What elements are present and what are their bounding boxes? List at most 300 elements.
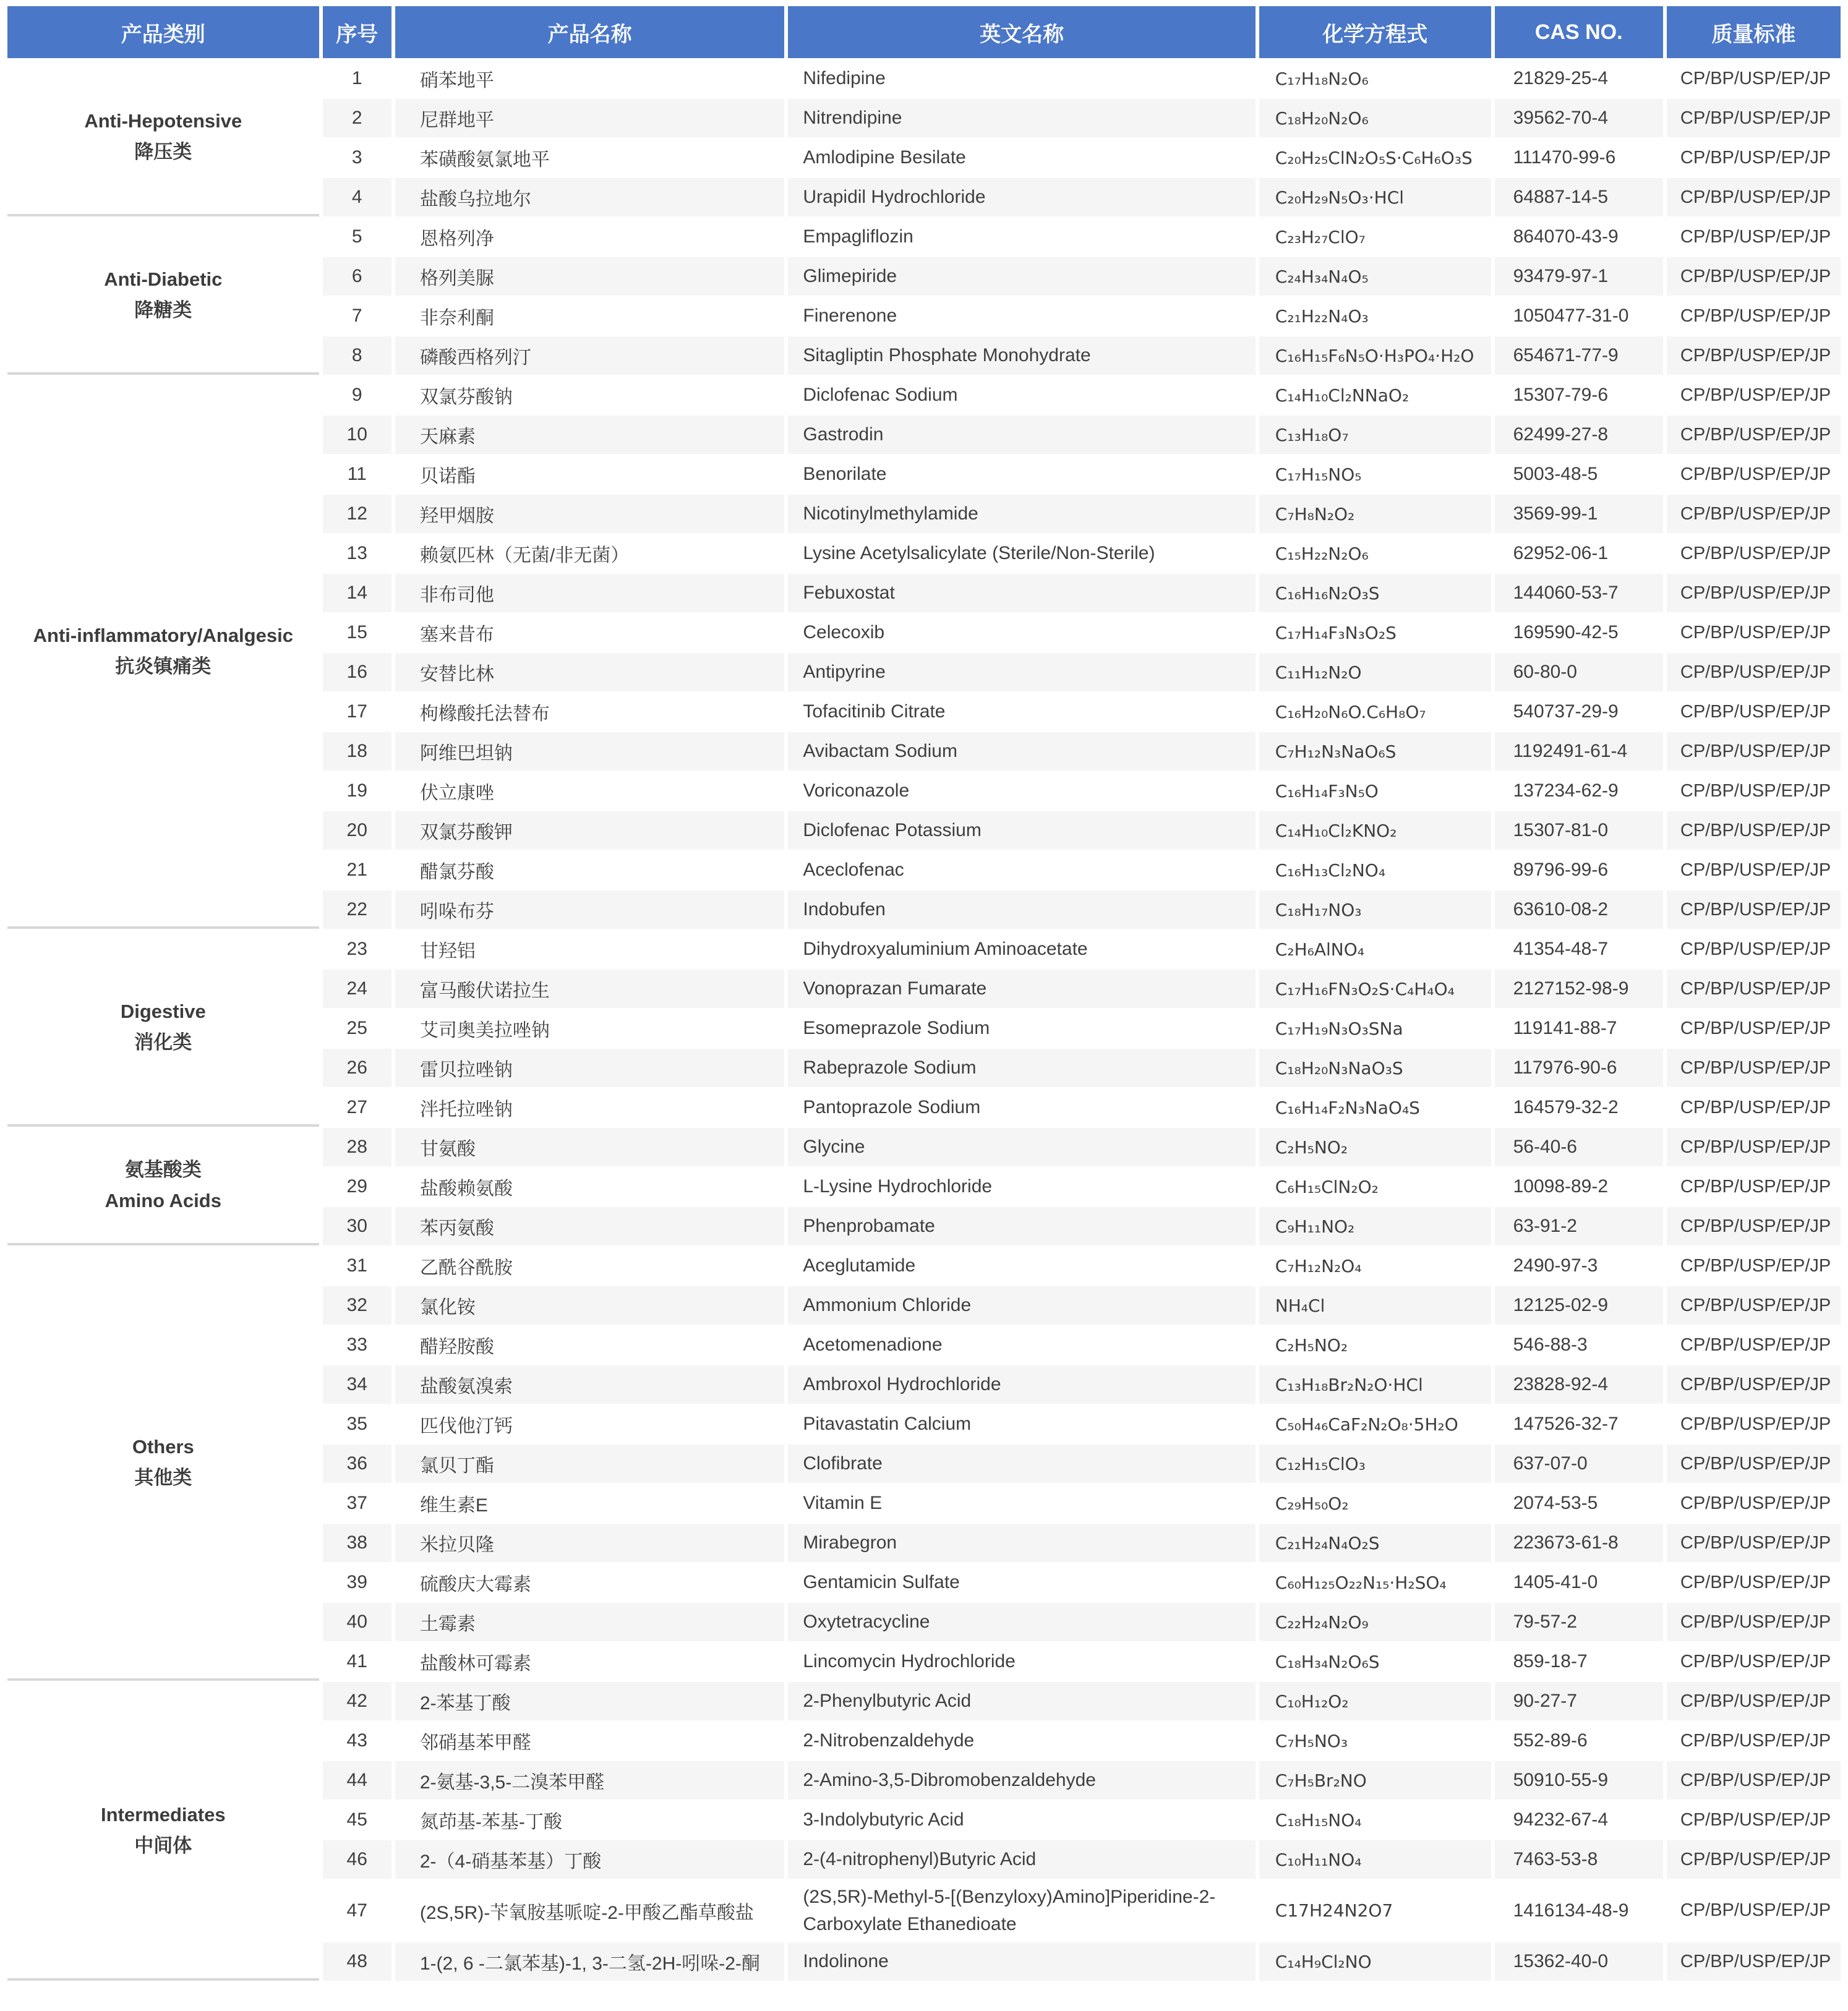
cell-formula: C₇H₈N₂O₂	[1259, 495, 1491, 533]
cell-standard: CP/BP/USP/EP/JP	[1667, 1088, 1841, 1127]
cell-name-en: Sitagliptin Phosphate Monohydrate	[788, 336, 1255, 375]
cell-standard: CP/BP/USP/EP/JP	[1667, 1405, 1841, 1443]
cell-cas: 144060-53-7	[1495, 574, 1663, 612]
cell-name-en: Benorilate	[788, 455, 1255, 493]
cell-name-en: 2-Nitrobenzaldehyde	[788, 1722, 1255, 1760]
cell-name-cn: 贝诺酯	[395, 455, 785, 493]
cell-standard: CP/BP/USP/EP/JP	[1667, 336, 1841, 375]
cell-formula: C₁₆H₁₅F₆N₅O·H₃PO₄·H₂O	[1259, 336, 1491, 375]
cell-standard: CP/BP/USP/EP/JP	[1667, 693, 1841, 731]
cell-index: 10	[323, 416, 391, 454]
cell-name-en: Aceglutamide	[788, 1247, 1255, 1285]
cell-formula: C₂₁H₂₄N₄O₂S	[1259, 1524, 1491, 1562]
cell-formula: C₂H₅NO₂	[1259, 1128, 1491, 1166]
cell-standard: CP/BP/USP/EP/JP	[1667, 218, 1841, 256]
cell-index: 25	[323, 1009, 391, 1048]
cell-cas: 223673-61-8	[1495, 1524, 1663, 1562]
cell-formula: C₁₇H₁₆FN₃O₂S·C₄H₄O₄	[1259, 970, 1491, 1008]
cell-formula: C₁₈H₂₀N₂O₆	[1259, 99, 1491, 137]
product-table-header	[7, 6, 1841, 58]
cell-standard: CP/BP/USP/EP/JP	[1667, 99, 1841, 137]
cell-standard: CP/BP/USP/EP/JP	[1667, 297, 1841, 335]
cell-cas: 79-57-2	[1495, 1603, 1663, 1641]
cell-name-cn: 邻硝基苯甲醛	[395, 1722, 785, 1760]
cell-cas: 21829-25-4	[1495, 59, 1663, 98]
cell-name-cn: 硫酸庆大霉素	[395, 1563, 785, 1602]
cell-formula: C₁₈H₁₇NO₃	[1259, 890, 1491, 929]
cell-index: 33	[323, 1326, 391, 1364]
cell-formula: C₂₃H₂₇ClO₇	[1259, 218, 1491, 256]
cell-index: 17	[323, 693, 391, 731]
cell-cas: 546-88-3	[1495, 1326, 1663, 1364]
cell-name-cn: 2-氨基-3,5-二溴苯甲醛	[395, 1761, 785, 1800]
cell-index: 3	[323, 139, 391, 177]
cell-cas: 62499-27-8	[1495, 416, 1663, 454]
cell-formula: C₆H₁₅ClN₂O₂	[1259, 1168, 1491, 1206]
cell-name-cn: 硝苯地平	[395, 59, 785, 98]
cell-index: 32	[323, 1286, 391, 1325]
cell-cas: 39562-70-4	[1495, 99, 1663, 137]
cell-cas: 41354-48-7	[1495, 930, 1663, 968]
cell-standard: CP/BP/USP/EP/JP	[1667, 732, 1841, 771]
cell-name-en: Diclofenac Sodium	[788, 376, 1255, 414]
cell-index: 5	[323, 218, 391, 256]
cell-index: 8	[323, 336, 391, 375]
category-line1: 氨基酸类	[124, 1159, 202, 1181]
cell-standard: CP/BP/USP/EP/JP	[1667, 1009, 1841, 1048]
cell-formula: C₇H₅NO₃	[1259, 1722, 1491, 1760]
cell-index: 4	[323, 178, 391, 216]
cell-name-cn: 2-（4-硝基苯基）丁酸	[395, 1840, 785, 1879]
cell-name-cn: 匹伐他汀钙	[395, 1405, 785, 1443]
cell-cas: 169590-42-5	[1495, 613, 1663, 652]
cell-formula: NH₄Cl	[1259, 1286, 1491, 1325]
cell-name-en: Clofibrate	[788, 1445, 1255, 1483]
cell-formula: C₁₆H₁₃Cl₂NO₄	[1259, 851, 1491, 889]
cell-cas: 552-89-6	[1495, 1722, 1663, 1760]
header-name-en: 英文名称	[788, 6, 1255, 58]
cell-name-en: Pitavastatin Calcium	[788, 1405, 1255, 1443]
cell-standard: CP/BP/USP/EP/JP	[1667, 890, 1841, 929]
cell-index: 18	[323, 732, 391, 771]
cell-cas: 10098-89-2	[1495, 1168, 1663, 1206]
category-cell	[7, 930, 319, 1127]
cell-index: 47	[323, 1880, 391, 1941]
cell-index: 46	[323, 1840, 391, 1879]
category-cell	[7, 376, 319, 929]
category-line1: Anti-Hepotensive	[84, 110, 242, 132]
cell-name-en: Ambroxol Hydrochloride	[788, 1365, 1255, 1404]
table-row	[7, 59, 1841, 98]
cell-name-en: 2-Amino-3,5-Dibromobenzaldehyde	[788, 1761, 1255, 1800]
category-cell	[7, 59, 319, 216]
cell-standard: CP/BP/USP/EP/JP	[1667, 574, 1841, 612]
cell-name-cn: 乙酰谷酰胺	[395, 1247, 785, 1285]
header-name-cn: 产品名称	[395, 6, 785, 58]
category-line1: Intermediates	[101, 1803, 226, 1825]
cell-cas: 117976-90-6	[1495, 1049, 1663, 1087]
cell-standard: CP/BP/USP/EP/JP	[1667, 1524, 1841, 1562]
cell-index: 45	[323, 1801, 391, 1839]
cell-standard: CP/BP/USP/EP/JP	[1667, 970, 1841, 1008]
cell-standard: CP/BP/USP/EP/JP	[1667, 851, 1841, 889]
cell-name-cn: 阿维巴坦钠	[395, 732, 785, 771]
cell-name-en: Gastrodin	[788, 416, 1255, 454]
cell-cas: 859-18-7	[1495, 1642, 1663, 1681]
cell-standard: CP/BP/USP/EP/JP	[1667, 455, 1841, 493]
cell-index: 13	[323, 534, 391, 573]
cell-name-cn: (2S,5R)-苄氧胺基哌啶-2-甲酸乙酯草酸盐	[395, 1880, 785, 1941]
cell-standard: CP/BP/USP/EP/JP	[1667, 1445, 1841, 1483]
cell-standard: CP/BP/USP/EP/JP	[1667, 1128, 1841, 1166]
cell-index: 31	[323, 1247, 391, 1285]
cell-formula: C₁₈H₂₀N₃NaO₃S	[1259, 1049, 1491, 1087]
cell-index: 27	[323, 1088, 391, 1127]
cell-name-en: Oxytetracycline	[788, 1603, 1255, 1641]
cell-name-cn: 米拉贝隆	[395, 1524, 785, 1562]
cell-index: 34	[323, 1365, 391, 1404]
cell-cas: 7463-53-8	[1495, 1840, 1663, 1879]
cell-formula: C₁₃H₁₈O₇	[1259, 416, 1491, 454]
cell-name-cn: 苯磺酸氨氯地平	[395, 139, 785, 177]
cell-name-en: Febuxostat	[788, 574, 1255, 612]
cell-formula: C₉H₁₁NO₂	[1259, 1207, 1491, 1245]
category-line2: 其他类	[134, 1467, 192, 1488]
cell-name-en: (2S,5R)-Methyl-5-[(Benzyloxy)Amino]Piperidine-2-Carboxylate Ethanedioate	[788, 1880, 1255, 1941]
cell-index: 12	[323, 495, 391, 533]
cell-name-cn: 富马酸伏诺拉生	[395, 970, 785, 1008]
cell-standard: CP/BP/USP/EP/JP	[1667, 1722, 1841, 1760]
cell-cas: 63-91-2	[1495, 1207, 1663, 1245]
cell-index: 20	[323, 811, 391, 850]
cell-index: 15	[323, 613, 391, 652]
cell-standard: CP/BP/USP/EP/JP	[1667, 139, 1841, 177]
cell-cas: 2074-53-5	[1495, 1484, 1663, 1522]
cell-standard: CP/BP/USP/EP/JP	[1667, 930, 1841, 968]
cell-index: 38	[323, 1524, 391, 1562]
category-line2: 降压类	[134, 141, 192, 163]
cell-name-cn: 甘氨酸	[395, 1128, 785, 1166]
cell-index: 7	[323, 297, 391, 335]
cell-standard: CP/BP/USP/EP/JP	[1667, 1942, 1841, 1981]
cell-standard: CP/BP/USP/EP/JP	[1667, 1247, 1841, 1285]
cell-standard: CP/BP/USP/EP/JP	[1667, 376, 1841, 414]
cell-name-en: Glycine	[788, 1128, 1255, 1166]
cell-index: 2	[323, 99, 391, 137]
cell-name-en: Amlodipine Besilate	[788, 139, 1255, 177]
cell-name-en: Avibactam Sodium	[788, 732, 1255, 771]
cell-standard: CP/BP/USP/EP/JP	[1667, 416, 1841, 454]
cell-standard: CP/BP/USP/EP/JP	[1667, 1840, 1841, 1879]
cell-name-cn: 格列美脲	[395, 257, 785, 296]
cell-name-cn: 塞来昔布	[395, 613, 785, 652]
cell-index: 42	[323, 1682, 391, 1720]
header-standard: 质量标准	[1667, 6, 1841, 58]
cell-name-en: Gentamicin Sulfate	[788, 1563, 1255, 1602]
cell-name-en: 3-Indolybutyric Acid	[788, 1801, 1255, 1839]
cell-standard: CP/BP/USP/EP/JP	[1667, 495, 1841, 533]
cell-cas: 94232-67-4	[1495, 1801, 1663, 1839]
cell-cas: 50910-55-9	[1495, 1761, 1663, 1800]
cell-cas: 1050477-31-0	[1495, 297, 1663, 335]
cell-standard: CP/BP/USP/EP/JP	[1667, 1563, 1841, 1602]
cell-index: 28	[323, 1128, 391, 1166]
cell-formula: C₂₉H₅₀O₂	[1259, 1484, 1491, 1522]
cell-name-cn: 羟甲烟胺	[395, 495, 785, 533]
cell-index: 37	[323, 1484, 391, 1522]
cell-index: 14	[323, 574, 391, 612]
cell-formula: C₁₈H₃₄N₂O₆S	[1259, 1642, 1491, 1681]
category-line1: Digestive	[120, 1001, 206, 1023]
cell-name-en: Lysine Acetylsalicylate (Sterile/Non-Sterile)	[788, 534, 1255, 573]
cell-name-cn: 伏立康唑	[395, 772, 785, 810]
cell-name-cn: 恩格列净	[395, 218, 785, 256]
cell-index: 22	[323, 890, 391, 929]
cell-index: 21	[323, 851, 391, 889]
cell-standard: CP/BP/USP/EP/JP	[1667, 1761, 1841, 1800]
cell-formula: C₂₄H₃₄N₄O₅	[1259, 257, 1491, 296]
cell-cas: 1192491-61-4	[1495, 732, 1663, 771]
cell-cas: 60-80-0	[1495, 653, 1663, 691]
cell-standard: CP/BP/USP/EP/JP	[1667, 534, 1841, 573]
cell-formula: C₁₇H₁₉N₃O₃SNa	[1259, 1009, 1491, 1048]
cell-name-en: Lincomycin Hydrochloride	[788, 1642, 1255, 1681]
cell-cas: 1405-41-0	[1495, 1563, 1663, 1602]
cell-formula: C₁₄H₁₀Cl₂KNO₂	[1259, 811, 1491, 850]
cell-index: 35	[323, 1405, 391, 1443]
cell-name-en: Nicotinylmethylamide	[788, 495, 1255, 533]
cell-formula: C₁₄H₁₀Cl₂NNaO₂	[1259, 376, 1491, 414]
cell-name-en: Esomeprazole Sodium	[788, 1009, 1255, 1048]
cell-formula: C₁₆H₁₄F₃N₅O	[1259, 772, 1491, 810]
category-cell	[7, 1128, 319, 1245]
cell-index: 43	[323, 1722, 391, 1760]
cell-standard: CP/BP/USP/EP/JP	[1667, 1682, 1841, 1720]
cell-name-en: Celecoxib	[788, 613, 1255, 652]
category-line1: Anti-Diabetic	[104, 268, 223, 291]
cell-name-cn: 尼群地平	[395, 99, 785, 137]
cell-name-en: 2-(4-nitrophenyl)Butyric Acid	[788, 1840, 1255, 1879]
cell-index: 6	[323, 257, 391, 296]
cell-cas: 12125-02-9	[1495, 1286, 1663, 1325]
cell-name-cn: 盐酸乌拉地尔	[395, 178, 785, 216]
cell-formula: C₇H₁₂N₃NaO₆S	[1259, 732, 1491, 771]
cell-name-en: Pantoprazole Sodium	[788, 1088, 1255, 1127]
cell-cas: 93479-97-1	[1495, 257, 1663, 296]
cell-name-cn: 2-苯基丁酸	[395, 1682, 785, 1720]
cell-cas: 15362-40-0	[1495, 1942, 1663, 1981]
cell-formula: C₂H₆AlNO₄	[1259, 930, 1491, 968]
cell-cas: 164579-32-2	[1495, 1088, 1663, 1127]
table-row	[7, 376, 1841, 414]
cell-formula: C₁₀H₁₂O₂	[1259, 1682, 1491, 1720]
cell-cas: 540737-29-9	[1495, 693, 1663, 731]
cell-cas: 3569-99-1	[1495, 495, 1663, 533]
category-line2: 中间体	[134, 1834, 192, 1856]
cell-name-cn: 甘羟铝	[395, 930, 785, 968]
cell-cas: 637-07-0	[1495, 1445, 1663, 1483]
cell-formula: C₇H₅Br₂NO	[1259, 1761, 1491, 1800]
cell-formula: C17H24N2O7	[1259, 1880, 1491, 1941]
cell-name-en: Mirabegron	[788, 1524, 1255, 1562]
category-line2: 抗炎镇痛类	[115, 655, 212, 677]
cell-index: 48	[323, 1942, 391, 1981]
cell-name-cn: 非布司他	[395, 574, 785, 612]
cell-name-en: Tofacitinib Citrate	[788, 693, 1255, 731]
cell-formula: C₁₅H₂₂N₂O₆	[1259, 534, 1491, 573]
cell-formula: C₇H₁₂N₂O₄	[1259, 1247, 1491, 1285]
cell-index: 19	[323, 772, 391, 810]
table-row	[7, 1682, 1841, 1720]
cell-standard: CP/BP/USP/EP/JP	[1667, 1168, 1841, 1206]
cell-name-cn: 磷酸西格列汀	[395, 336, 785, 375]
cell-cas: 147526-32-7	[1495, 1405, 1663, 1443]
cell-name-cn: 艾司奥美拉唑钠	[395, 1009, 785, 1048]
cell-name-cn: 双氯芬酸钾	[395, 811, 785, 850]
cell-name-en: 2-Phenylbutyric Acid	[788, 1682, 1255, 1720]
cell-name-cn: 赖氨匹林（无菌/非无菌）	[395, 534, 785, 573]
cell-standard: CP/BP/USP/EP/JP	[1667, 1484, 1841, 1522]
cell-name-cn: 醋羟胺酸	[395, 1326, 785, 1364]
cell-name-cn: 土霉素	[395, 1603, 785, 1641]
cell-name-cn: 氮茚基-苯基-丁酸	[395, 1801, 785, 1839]
cell-name-en: Indobufen	[788, 890, 1255, 929]
cell-formula: C₁₂H₁₅ClO₃	[1259, 1445, 1491, 1483]
cell-cas: 15307-79-6	[1495, 376, 1663, 414]
cell-index: 40	[323, 1603, 391, 1641]
table-row	[7, 218, 1841, 256]
cell-name-cn: 氯化铵	[395, 1286, 785, 1325]
cell-index: 29	[323, 1168, 391, 1206]
cell-name-en: Voriconazole	[788, 772, 1255, 810]
category-cell	[7, 1682, 319, 1981]
cell-cas: 119141-88-7	[1495, 1009, 1663, 1048]
cell-name-en: Vonoprazan Fumarate	[788, 970, 1255, 1008]
cell-formula: C₁₇H₁₄F₃N₃O₂S	[1259, 613, 1491, 652]
cell-name-en: Glimepiride	[788, 257, 1255, 296]
cell-index: 39	[323, 1563, 391, 1602]
product-table	[4, 5, 1844, 1982]
cell-formula: C₂₀H₂₉N₅O₃·HCl	[1259, 178, 1491, 216]
cell-cas: 1416134-48-9	[1495, 1880, 1663, 1941]
cell-standard: CP/BP/USP/EP/JP	[1667, 1642, 1841, 1681]
cell-cas: 15307-81-0	[1495, 811, 1663, 850]
header-cas: CAS NO.	[1495, 6, 1663, 58]
cell-standard: CP/BP/USP/EP/JP	[1667, 653, 1841, 691]
header-formula: 化学方程式	[1259, 6, 1491, 58]
cell-index: 24	[323, 970, 391, 1008]
cell-name-en: L-Lysine Hydrochloride	[788, 1168, 1255, 1206]
category-cell	[7, 218, 319, 375]
cell-formula: C₁₀H₁₁NO₄	[1259, 1840, 1491, 1879]
cell-cas: 2127152-98-9	[1495, 970, 1663, 1008]
cell-index: 26	[323, 1049, 391, 1087]
cell-name-en: Urapidil Hydrochloride	[788, 178, 1255, 216]
cell-name-en: Vitamin E	[788, 1484, 1255, 1522]
cell-standard: CP/BP/USP/EP/JP	[1667, 1207, 1841, 1245]
cell-formula: C₁₆H₁₆N₂O₃S	[1259, 574, 1491, 612]
cell-index: 36	[323, 1445, 391, 1483]
cell-name-en: Acetomenadione	[788, 1326, 1255, 1364]
cell-name-en: Diclofenac Potassium	[788, 811, 1255, 850]
cell-name-cn: 1-(2, 6 -二氯苯基)-1, 3-二氢-2H-吲哚-2-酮	[395, 1942, 785, 1981]
cell-name-en: Dihydroxyaluminium Aminoacetate	[788, 930, 1255, 968]
cell-index: 44	[323, 1761, 391, 1800]
header-category: 产品类别	[7, 6, 319, 58]
cell-standard: CP/BP/USP/EP/JP	[1667, 811, 1841, 850]
header-index: 序号	[323, 6, 391, 58]
cell-formula: C₁₇H₁₅NO₅	[1259, 455, 1491, 493]
category-line2: 降糖类	[134, 299, 192, 321]
cell-name-en: Nitrendipine	[788, 99, 1255, 137]
cell-name-cn: 盐酸林可霉素	[395, 1642, 785, 1681]
cell-index: 9	[323, 376, 391, 414]
cell-name-en: Finerenone	[788, 297, 1255, 335]
cell-standard: CP/BP/USP/EP/JP	[1667, 1603, 1841, 1641]
cell-standard: CP/BP/USP/EP/JP	[1667, 178, 1841, 216]
cell-formula: C₅₀H₄₆CaF₂N₂O₈·5H₂O	[1259, 1405, 1491, 1443]
cell-name-cn: 苯丙氨酸	[395, 1207, 785, 1245]
cell-index: 1	[323, 59, 391, 98]
table-row	[7, 930, 1841, 968]
cell-name-cn: 安替比林	[395, 653, 785, 691]
cell-cas: 2490-97-3	[1495, 1247, 1663, 1285]
table-row	[7, 1247, 1841, 1285]
cell-name-cn: 枸橼酸托法替布	[395, 693, 785, 731]
cell-name-cn: 醋氯芬酸	[395, 851, 785, 889]
category-line1: Anti-inflammatory/Analgesic	[33, 625, 293, 647]
cell-standard: CP/BP/USP/EP/JP	[1667, 1880, 1841, 1941]
cell-formula: C₂₀H₂₅ClN₂O₅S·C₆H₆O₃S	[1259, 139, 1491, 177]
cell-cas: 89796-99-6	[1495, 851, 1663, 889]
cell-cas: 5003-48-5	[1495, 455, 1663, 493]
cell-standard: CP/BP/USP/EP/JP	[1667, 1801, 1841, 1839]
cell-name-en: Aceclofenac	[788, 851, 1255, 889]
cell-name-cn: 维生素E	[395, 1484, 785, 1522]
cell-name-en: Indolinone	[788, 1942, 1255, 1981]
category-line2: 消化类	[134, 1031, 192, 1053]
cell-standard: CP/BP/USP/EP/JP	[1667, 1286, 1841, 1325]
cell-formula: C₆₀H₁₂₅O₂₂N₁₅·H₂SO₄	[1259, 1563, 1491, 1602]
cell-name-en: Empagliflozin	[788, 218, 1255, 256]
cell-name-cn: 雷贝拉唑钠	[395, 1049, 785, 1087]
cell-cas: 64887-14-5	[1495, 178, 1663, 216]
cell-formula: C₂H₅NO₂	[1259, 1326, 1491, 1364]
cell-formula: C₁₆H₂₀N₆O.C₆H₈O₇	[1259, 693, 1491, 731]
cell-cas: 111470-99-6	[1495, 139, 1663, 177]
cell-name-en: Rabeprazole Sodium	[788, 1049, 1255, 1087]
category-line2: Amino Acids	[105, 1190, 221, 1211]
cell-name-cn: 盐酸氨溴索	[395, 1365, 785, 1404]
cell-cas: 56-40-6	[1495, 1128, 1663, 1166]
cell-formula: C₁₇H₁₈N₂O₆	[1259, 59, 1491, 98]
cell-standard: CP/BP/USP/EP/JP	[1667, 772, 1841, 810]
cell-formula: C₂₁H₂₂N₄O₃	[1259, 297, 1491, 335]
cell-name-cn: 天麻素	[395, 416, 785, 454]
cell-standard: CP/BP/USP/EP/JP	[1667, 613, 1841, 652]
cell-standard: CP/BP/USP/EP/JP	[1667, 257, 1841, 296]
cell-cas: 90-27-7	[1495, 1682, 1663, 1720]
cell-formula: C₁₃H₁₈Br₂N₂O·HCl	[1259, 1365, 1491, 1404]
table-row	[7, 1128, 1841, 1166]
cell-formula: C₁₄H₉Cl₂NO	[1259, 1942, 1491, 1981]
cell-formula: C₁₆H₁₄F₂N₃NaO₄S	[1259, 1088, 1491, 1127]
cell-name-cn: 盐酸赖氨酸	[395, 1168, 785, 1206]
cell-name-cn: 氯贝丁酯	[395, 1445, 785, 1483]
cell-name-cn: 非奈利酮	[395, 297, 785, 335]
cell-cas: 137234-62-9	[1495, 772, 1663, 810]
cell-formula: C₁₁H₁₂N₂O	[1259, 653, 1491, 691]
